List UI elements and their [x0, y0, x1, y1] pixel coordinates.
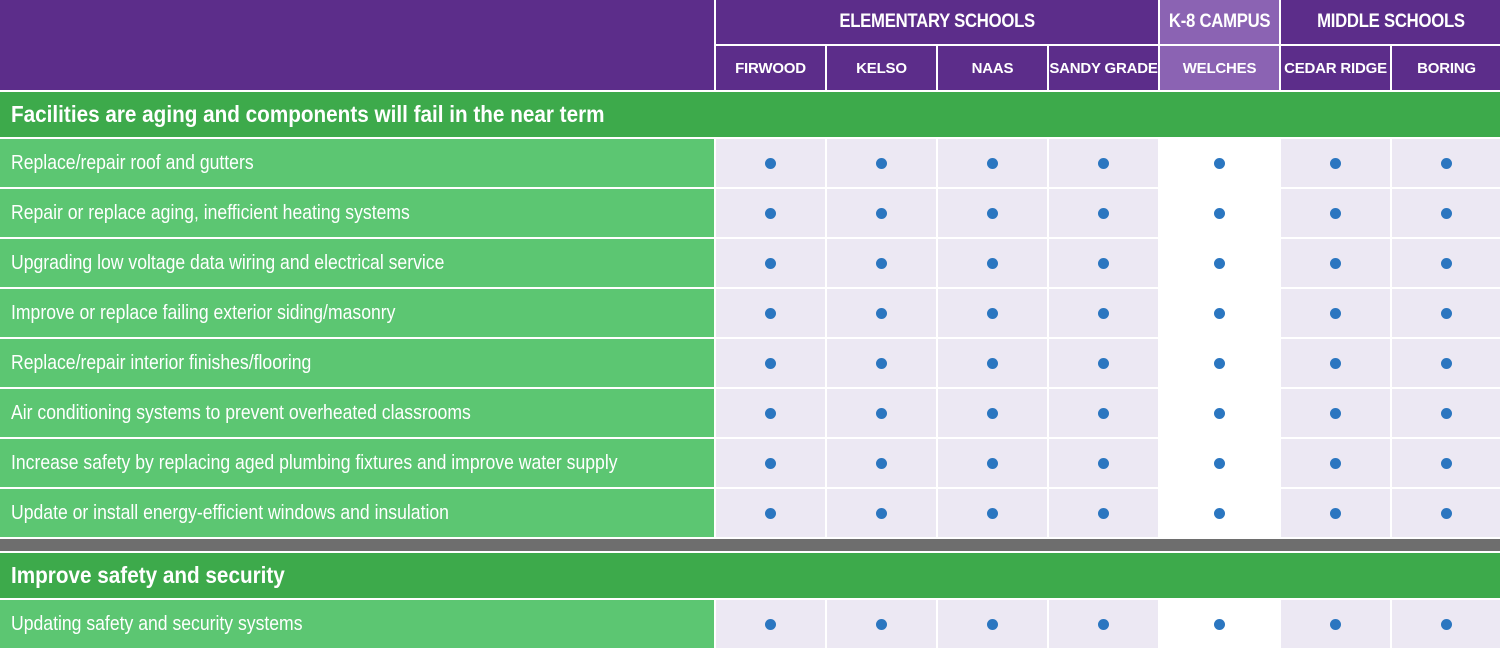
- filled-circle-icon: [1098, 408, 1109, 419]
- row-label-text: Replace/repair roof and gutters: [11, 151, 254, 174]
- filled-circle-icon: [1330, 408, 1341, 419]
- filled-circle-icon: [1441, 619, 1452, 630]
- school-label: CEDAR RIDGE: [1284, 59, 1387, 77]
- filled-circle-icon: [876, 358, 887, 369]
- filled-circle-icon: [1330, 508, 1341, 519]
- header-group-label: K-8 CAMPUS: [1168, 11, 1271, 32]
- filled-circle-icon: [876, 619, 887, 630]
- filled-circle-icon: [987, 158, 998, 169]
- table-cell: [1160, 600, 1279, 648]
- filled-circle-icon: [876, 458, 887, 469]
- row-label: [0, 600, 714, 648]
- filled-circle-icon: [987, 258, 998, 269]
- table-cell: [1160, 239, 1279, 287]
- filled-circle-icon: [1330, 158, 1341, 169]
- table-cell: [1281, 389, 1390, 437]
- row-label: [0, 189, 714, 237]
- filled-circle-icon: [1214, 458, 1225, 469]
- school-label: SANDY GRADE: [1049, 59, 1158, 77]
- filled-circle-icon: [987, 619, 998, 630]
- filled-circle-icon: [765, 458, 776, 469]
- school-label: KELSO: [856, 59, 907, 77]
- table-cell: [938, 489, 1047, 537]
- filled-circle-icon: [765, 619, 776, 630]
- filled-circle-icon: [1098, 158, 1109, 169]
- filled-circle-icon: [1330, 619, 1341, 630]
- school-label: BORING: [1417, 59, 1476, 77]
- filled-circle-icon: [765, 408, 776, 419]
- row-label-text: Replace/repair interior finishes/flooring: [11, 351, 312, 374]
- table-cell: [1281, 439, 1390, 487]
- row-label-text: Increase safety by replacing aged plumbing fixtures and improve water supply: [11, 451, 618, 474]
- row-label: [0, 289, 714, 337]
- filled-circle-icon: [987, 208, 998, 219]
- header-group-middle: [1281, 0, 1500, 44]
- section-title: Improve safety and security: [11, 562, 285, 588]
- filled-circle-icon: [876, 508, 887, 519]
- table-cell: [1281, 239, 1390, 287]
- filled-circle-icon: [1330, 208, 1341, 219]
- filled-circle-icon: [1214, 208, 1225, 219]
- table-cell: [827, 289, 936, 337]
- table-cell: [827, 189, 936, 237]
- filled-circle-icon: [987, 458, 998, 469]
- filled-circle-icon: [1214, 358, 1225, 369]
- header-group-label: MIDDLE SCHOOLS: [1317, 11, 1465, 32]
- table-cell: [1049, 339, 1158, 387]
- table-cell: [938, 600, 1047, 648]
- filled-circle-icon: [1330, 458, 1341, 469]
- table-cell: [938, 439, 1047, 487]
- row-label: [0, 339, 714, 387]
- filled-circle-icon: [765, 258, 776, 269]
- header-corner: [0, 0, 714, 90]
- table-cell: [716, 289, 825, 337]
- table-cell: [938, 139, 1047, 187]
- table-cell: [827, 239, 936, 287]
- table-cell: [1392, 139, 1500, 187]
- filled-circle-icon: [1214, 258, 1225, 269]
- school-label: NAAS: [971, 59, 1014, 77]
- table-cell: [938, 389, 1047, 437]
- header-school-kelso: [827, 46, 936, 90]
- school-label: FIRWOOD: [735, 59, 806, 77]
- filled-circle-icon: [1214, 158, 1225, 169]
- filled-circle-icon: [1441, 458, 1452, 469]
- header-school-sandy-grade: [1049, 46, 1158, 90]
- table-cell: [1281, 139, 1390, 187]
- table-cell: [1160, 189, 1279, 237]
- table-cell: [1160, 339, 1279, 387]
- table-cell: [1049, 239, 1158, 287]
- table-cell: [1049, 439, 1158, 487]
- header-group-elementary: [716, 0, 1158, 44]
- row-label-text: Air conditioning systems to prevent overheated classrooms: [11, 401, 471, 424]
- filled-circle-icon: [1098, 458, 1109, 469]
- filled-circle-icon: [876, 308, 887, 319]
- header-school-boring: [1392, 46, 1500, 90]
- filled-circle-icon: [987, 408, 998, 419]
- filled-circle-icon: [1214, 619, 1225, 630]
- row-label: [0, 439, 714, 487]
- row-label-text: Updating safety and security systems: [11, 612, 303, 635]
- filled-circle-icon: [1098, 308, 1109, 319]
- filled-circle-icon: [1441, 308, 1452, 319]
- header-group-k8: [1160, 0, 1279, 44]
- section-header: [0, 553, 1500, 598]
- table-cell: [1281, 600, 1390, 648]
- filled-circle-icon: [1441, 158, 1452, 169]
- table-cell: [1049, 389, 1158, 437]
- table-cell: [827, 139, 936, 187]
- table-cell: [1160, 139, 1279, 187]
- table-cell: [938, 289, 1047, 337]
- table-cell: [1392, 339, 1500, 387]
- table-cell: [1049, 600, 1158, 648]
- table-cell: [1392, 289, 1500, 337]
- table-cell: [938, 189, 1047, 237]
- table-cell: [1160, 389, 1279, 437]
- header-school-firwood: [716, 46, 825, 90]
- table-cell: [716, 339, 825, 387]
- table-cell: [1160, 439, 1279, 487]
- table-cell: [938, 339, 1047, 387]
- filled-circle-icon: [1214, 308, 1225, 319]
- table-cell: [827, 439, 936, 487]
- header-school-naas: [938, 46, 1047, 90]
- table-cell: [1281, 489, 1390, 537]
- filled-circle-icon: [1098, 619, 1109, 630]
- filled-circle-icon: [1098, 508, 1109, 519]
- filled-circle-icon: [1098, 258, 1109, 269]
- row-label: [0, 389, 714, 437]
- filled-circle-icon: [765, 158, 776, 169]
- filled-circle-icon: [765, 508, 776, 519]
- table-cell: [1392, 439, 1500, 487]
- row-label-text: Upgrading low voltage data wiring and electrical service: [11, 251, 445, 274]
- row-label-text: Improve or replace failing exterior siding/masonry: [11, 301, 396, 324]
- table-cell: [716, 600, 825, 648]
- table-cell: [827, 389, 936, 437]
- filled-circle-icon: [1330, 358, 1341, 369]
- table-cell: [1392, 600, 1500, 648]
- filled-circle-icon: [1441, 258, 1452, 269]
- table-cell: [1281, 339, 1390, 387]
- table-cell: [1392, 489, 1500, 537]
- header-school-cedar-ridge: [1281, 46, 1390, 90]
- table-cell: [1392, 189, 1500, 237]
- table-cell: [1049, 139, 1158, 187]
- section-divider: [0, 539, 1500, 551]
- filled-circle-icon: [1330, 308, 1341, 319]
- filled-circle-icon: [765, 308, 776, 319]
- table-cell: [938, 239, 1047, 287]
- filled-circle-icon: [987, 308, 998, 319]
- filled-circle-icon: [987, 358, 998, 369]
- filled-circle-icon: [1441, 358, 1452, 369]
- table-cell: [1281, 189, 1390, 237]
- section-header: [0, 92, 1500, 137]
- row-label: [0, 139, 714, 187]
- filled-circle-icon: [876, 408, 887, 419]
- table-cell: [716, 439, 825, 487]
- row-label: [0, 489, 714, 537]
- table-cell: [1392, 239, 1500, 287]
- filled-circle-icon: [1330, 258, 1341, 269]
- table-cell: [1160, 489, 1279, 537]
- filled-circle-icon: [1214, 508, 1225, 519]
- table-cell: [716, 489, 825, 537]
- filled-circle-icon: [876, 158, 887, 169]
- header-school-welches: [1160, 46, 1279, 90]
- filled-circle-icon: [1441, 408, 1452, 419]
- table-cell: [1281, 289, 1390, 337]
- filled-circle-icon: [1214, 408, 1225, 419]
- table-cell: [716, 139, 825, 187]
- header-group-label: ELEMENTARY SCHOOLS: [839, 11, 1035, 32]
- section-title: Facilities are aging and components will fail in the near term: [11, 101, 605, 127]
- filled-circle-icon: [876, 258, 887, 269]
- table-cell: [827, 600, 936, 648]
- row-label: [0, 239, 714, 287]
- filled-circle-icon: [1098, 208, 1109, 219]
- table-cell: [827, 339, 936, 387]
- filled-circle-icon: [765, 208, 776, 219]
- school-label: WELCHES: [1182, 59, 1257, 77]
- filled-circle-icon: [876, 208, 887, 219]
- filled-circle-icon: [1098, 358, 1109, 369]
- table-cell: [716, 239, 825, 287]
- table-cell: [1392, 389, 1500, 437]
- table-cell: [827, 489, 936, 537]
- filled-circle-icon: [1441, 508, 1452, 519]
- row-label-text: Repair or replace aging, inefficient heating systems: [11, 201, 410, 224]
- table-cell: [716, 189, 825, 237]
- table-cell: [1049, 189, 1158, 237]
- table-cell: [1160, 289, 1279, 337]
- table-cell: [1049, 289, 1158, 337]
- row-label-text: Update or install energy-efficient windows and insulation: [11, 501, 449, 524]
- filled-circle-icon: [765, 358, 776, 369]
- table-cell: [716, 389, 825, 437]
- filled-circle-icon: [987, 508, 998, 519]
- table-cell: [1049, 489, 1158, 537]
- filled-circle-icon: [1441, 208, 1452, 219]
